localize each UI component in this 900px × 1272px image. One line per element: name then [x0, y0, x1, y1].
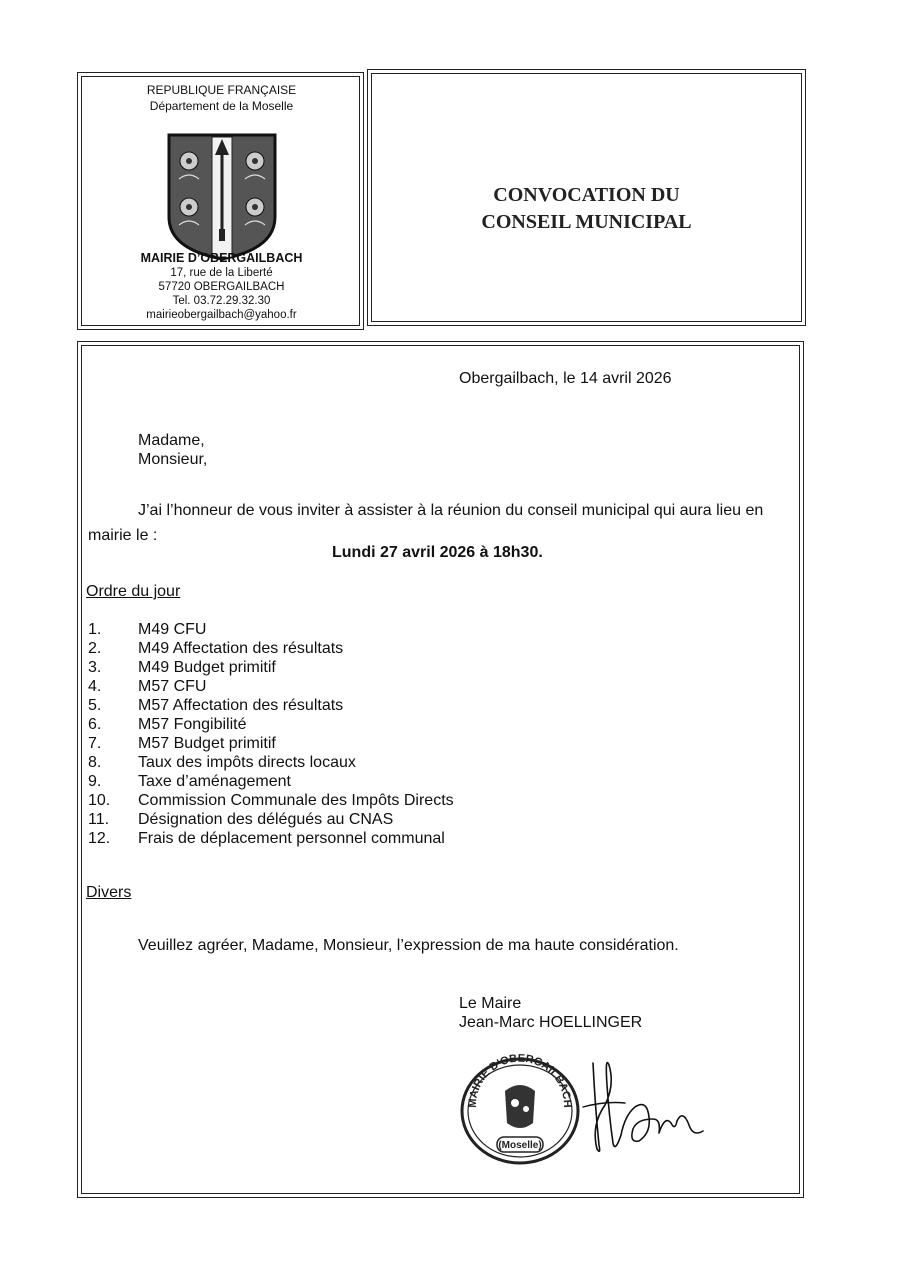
agenda-item: Taxe d’aménagement: [138, 773, 291, 790]
agenda-item: M49 Affectation des résultats: [138, 640, 344, 657]
agenda-heading: Ordre du jour: [86, 583, 181, 600]
agenda-item: Frais de déplacement personnel communal: [138, 830, 445, 847]
agenda-item-number: 7.: [88, 735, 102, 752]
signature: [565, 1045, 725, 1160]
email: mairieobergailbach@yahoo.fr: [146, 309, 297, 321]
title-box: [367, 69, 806, 326]
address-city: 57720 OBERGAILBACH: [158, 281, 285, 293]
agenda-item: M57 Budget primitif: [138, 735, 276, 752]
coat-of-arms-icon: [165, 131, 279, 263]
agenda-item-number: 4.: [88, 678, 102, 695]
intro-line-2: mairie le :: [88, 527, 158, 544]
letterhead-box: [77, 72, 364, 330]
agenda-item: M57 Affectation des résultats: [138, 697, 344, 714]
signer-title: Le Maire: [459, 995, 522, 1012]
agenda-item-number: 5.: [88, 697, 102, 714]
intro-line-1: J’ai l’honneur de vous inviter à assister à la réunion du conseil municipal qui aura lieu en: [138, 502, 764, 519]
salutation-monsieur: Monsieur,: [138, 451, 208, 468]
agenda-item-number: 6.: [88, 716, 102, 733]
mairie-name: MAIRIE D’OBERGAILBACH: [140, 251, 303, 265]
closing-formula: Veuillez agréer, Madame, Monsieur, l’expression de ma haute considération.: [138, 937, 679, 954]
agenda-item: M57 Fongibilité: [138, 716, 247, 733]
agenda-item-number: 2.: [88, 640, 102, 657]
agenda-item-number: 11.: [88, 811, 110, 828]
address-street: 17, rue de la Liberté: [170, 267, 273, 279]
signer-name: Jean-Marc HOELLINGER: [459, 1014, 643, 1031]
agenda-item: M49 Budget primitif: [138, 659, 276, 676]
divers-heading: Divers: [86, 884, 132, 901]
phone: Tel. 03.72.29.32.30: [172, 295, 271, 307]
place-date: Obergailbach, le 14 avril 2026: [459, 370, 672, 387]
agenda-item-number: 8.: [88, 754, 102, 771]
document-title-line2: CONSEIL MUNICIPAL: [481, 211, 692, 233]
agenda-item-number: 10.: [88, 792, 111, 809]
agenda-item: Commission Communale des Impôts Directs: [138, 792, 454, 809]
agenda-item: Taux des impôts directs locaux: [138, 754, 356, 771]
agenda-item-number: 1.: [88, 621, 102, 638]
agenda-item-number: 12.: [88, 830, 111, 847]
agenda-item: M49 CFU: [138, 621, 207, 638]
meeting-date: Lundi 27 avril 2026 à 18h30.: [332, 544, 543, 561]
republique-label: REPUBLIQUE FRANÇAISE: [146, 83, 297, 97]
agenda-item-number: 9.: [88, 773, 102, 790]
agenda-item-number: 3.: [88, 659, 102, 676]
salutation-madame: Madame,: [138, 432, 205, 449]
document-title-line1: CONVOCATION DU: [493, 184, 680, 206]
stamp-bottom-text: (Moselle): [498, 1140, 542, 1151]
departement-label: Département de la Moselle: [149, 99, 294, 113]
agenda-item: M57 CFU: [138, 678, 207, 695]
agenda-item: Désignation des délégués au CNAS: [138, 811, 394, 828]
stamp-arc-text: MAIRIE D'OBERGAILBACH: [466, 1052, 574, 1108]
document-title: [368, 182, 805, 236]
